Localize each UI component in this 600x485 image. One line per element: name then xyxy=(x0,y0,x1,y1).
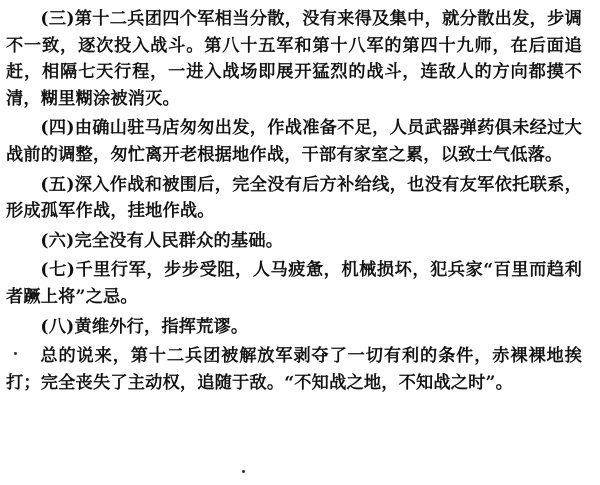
paragraph-6: (六)完全没有人民群众的基础。 xyxy=(40,230,284,251)
scan-speck xyxy=(242,470,245,473)
paragraph-3: (三)第十二兵团四个军相当分散，没有来得及集中，就分散出发，步调不一致，逐次投入战斗。第八十五军和第十八军的第四十九师，在后面追赶，相隔七天行程，一进入战场即展开猛烈的战斗，连敌人的方向都摸不清，糊里糊涂被消灭。 xyxy=(6,9,582,109)
paragraph-4: (四)由确山驻马店匆匆出发，作战准备不足，人员武器弹药俱未经过大战前的调整，匆忙离开老根据地作战，干部有家室之累，以致士气低落。 xyxy=(6,118,582,165)
paragraph-7: (七)千里行军，步步受阻，人马疲惫，机械损坏，犯兵家“百里而趋利者蹶上将”之忌。 xyxy=(6,260,582,307)
paragraph-summary: 总的说来，第十二兵团被解放军剥夺了一切有利的条件，赤裸裸地挨打；完全丧失了主动权，追随于敌。“不知战之地，不知战之时”。 xyxy=(6,346,582,393)
paragraph-5: (五)深入作战和被围后，完全没有后方补给线，也没有友军依托联系，形成孤军作战，挂地作战。 xyxy=(6,174,582,222)
scan-speck xyxy=(14,352,17,355)
paragraph-8: (八)黄维外行，指挥荒谬。 xyxy=(40,316,249,337)
